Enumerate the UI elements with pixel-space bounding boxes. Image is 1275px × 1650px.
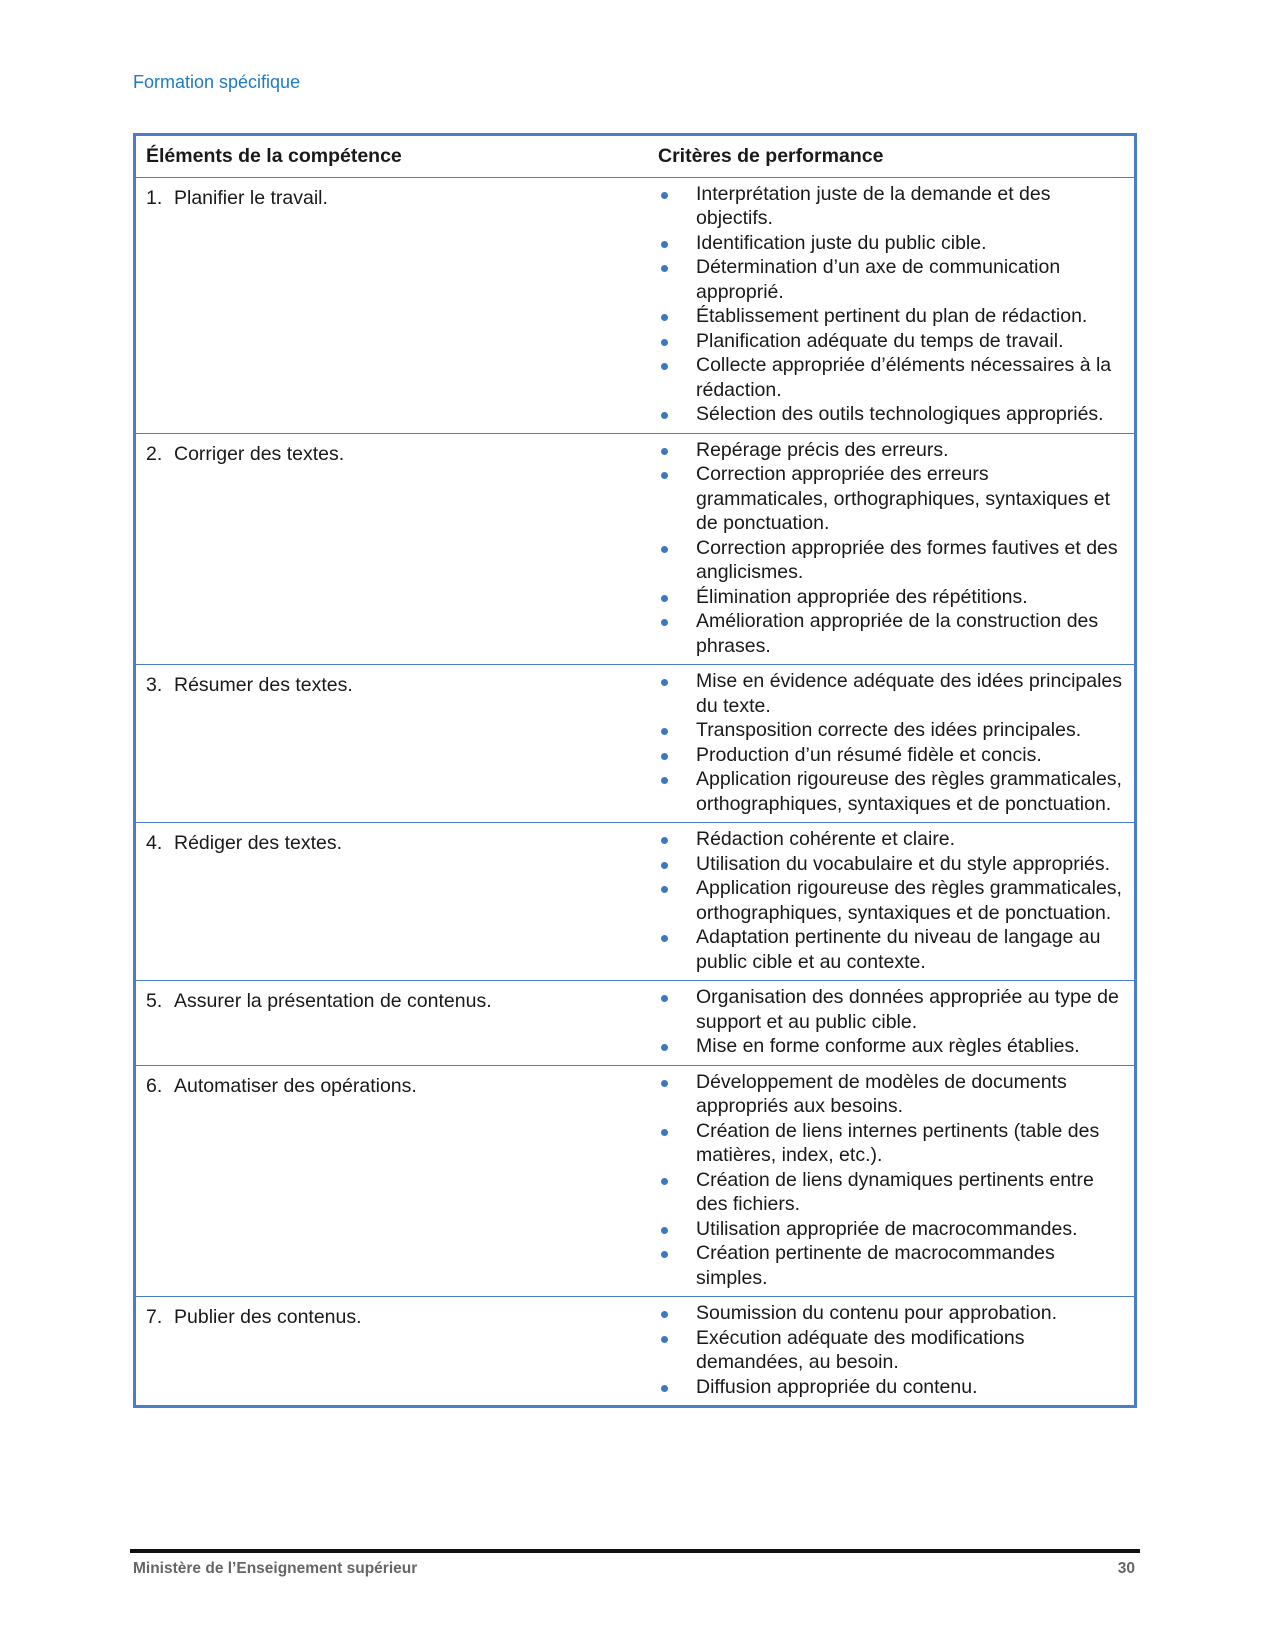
criteria-list xyxy=(658,1070,1126,1291)
element-number: 6. xyxy=(146,1074,163,1097)
criteria-item: Planification adéquate du temps de travail. xyxy=(658,329,1126,354)
criteria-item: Diffusion appropriée du contenu. xyxy=(658,1375,1126,1400)
performance-criteria xyxy=(648,981,1134,1066)
criteria-list xyxy=(658,182,1126,427)
element-number: 3. xyxy=(146,674,163,696)
criteria-item: Production d’un résumé fidèle et concis. xyxy=(658,743,1126,768)
competency-element xyxy=(136,665,648,823)
table-row xyxy=(136,177,1134,433)
criteria-item: Identification juste du public cible. xyxy=(658,231,1126,256)
performance-criteria xyxy=(648,823,1134,981)
element-number: 2. xyxy=(146,442,163,465)
element-text: Publier des contenus. xyxy=(174,1306,362,1328)
criteria-item: Collecte appropriée d’éléments nécessaires à la rédaction. xyxy=(658,353,1126,402)
table-row xyxy=(136,433,1134,665)
criteria-list xyxy=(658,669,1126,816)
criteria-item: Application rigoureuse des règles grammaticales, orthographiques, syntaxiques et de ponctuation. xyxy=(658,876,1126,925)
criteria-list xyxy=(658,1301,1126,1399)
criteria-item: Création pertinente de macrocommandes simples. xyxy=(658,1241,1126,1290)
element-number: 7. xyxy=(146,1306,163,1328)
criteria-item: Interprétation juste de la demande et des objectifs. xyxy=(658,182,1126,231)
criteria-item: Repérage précis des erreurs. xyxy=(658,438,1126,463)
competency-element xyxy=(136,823,648,981)
criteria-item: Application rigoureuse des règles grammaticales, orthographiques, syntaxiques et de ponctuation. xyxy=(658,767,1126,816)
table-body xyxy=(136,177,1134,1405)
table-row xyxy=(136,823,1134,981)
page-number: 30 xyxy=(1117,1560,1135,1577)
criteria-item: Rédaction cohérente et claire. xyxy=(658,827,1126,852)
criteria-item: Utilisation du vocabulaire et du style appropriés. xyxy=(658,852,1126,877)
element-number: 5. xyxy=(146,990,163,1012)
criteria-item: Création de liens dynamiques pertinents entre des fichiers. xyxy=(658,1168,1126,1217)
criteria-list xyxy=(658,438,1126,659)
competency-table xyxy=(133,133,1137,1408)
criteria-item: Détermination d’un axe de communication approprié. xyxy=(658,255,1126,304)
element-text: Résumer des textes. xyxy=(174,674,353,696)
criteria-item: Correction appropriée des erreurs grammaticales, orthographiques, syntaxiques et de ponctuation. xyxy=(658,462,1126,536)
criteria-item: Création de liens internes pertinents (table des matières, index, etc.). xyxy=(658,1119,1126,1168)
criteria-item: Mise en évidence adéquate des idées principales du texte. xyxy=(658,669,1126,718)
table-row xyxy=(136,1065,1134,1297)
performance-criteria xyxy=(648,433,1134,665)
competency-element xyxy=(136,1065,648,1297)
criteria-item: Utilisation appropriée de macrocommandes. xyxy=(658,1217,1126,1242)
criteria-item: Élimination appropriée des répétitions. xyxy=(658,585,1126,610)
table-row xyxy=(136,665,1134,823)
table-header-row xyxy=(136,136,1134,177)
criteria-item: Organisation des données appropriée au type de support et au public cible. xyxy=(658,985,1126,1034)
element-number: 4. xyxy=(146,832,163,854)
criteria-list xyxy=(658,985,1126,1059)
competency-element xyxy=(136,433,648,665)
element-text: Automatiser des opérations. xyxy=(174,1074,417,1097)
footer-ministry: Ministère de l’Enseignement supérieur xyxy=(133,1560,418,1577)
competency-element xyxy=(136,177,648,433)
criteria-item: Transposition correcte des idées principales. xyxy=(658,718,1126,743)
criteria-item: Mise en forme conforme aux règles établies. xyxy=(658,1034,1126,1059)
criteria-item: Exécution adéquate des modifications demandées, au besoin. xyxy=(658,1326,1126,1375)
footer-divider xyxy=(130,1549,1140,1553)
competency-element xyxy=(136,1297,648,1406)
table-row xyxy=(136,1297,1134,1406)
performance-criteria xyxy=(648,665,1134,823)
criteria-item: Sélection des outils technologiques appropriés. xyxy=(658,402,1126,427)
criteria-item: Amélioration appropriée de la construction des phrases. xyxy=(658,609,1126,658)
element-text: Planifier le travail. xyxy=(174,186,328,209)
criteria-item: Correction appropriée des formes fautives et des anglicismes. xyxy=(658,536,1126,585)
criteria-list xyxy=(658,827,1126,974)
element-text: Assurer la présentation de contenus. xyxy=(174,990,492,1012)
column-header-criteria: Critères de performance xyxy=(648,136,1134,177)
performance-criteria xyxy=(648,1297,1134,1406)
criteria-item: Adaptation pertinente du niveau de langage au public cible et au contexte. xyxy=(658,925,1126,974)
criteria-item: Soumission du contenu pour approbation. xyxy=(658,1301,1126,1326)
competency-element xyxy=(136,981,648,1066)
column-header-elements: Éléments de la compétence xyxy=(136,136,648,177)
element-text: Rédiger des textes. xyxy=(174,832,343,854)
element-text: Corriger des textes. xyxy=(174,442,345,465)
performance-criteria xyxy=(648,1065,1134,1297)
table-row xyxy=(136,981,1134,1066)
performance-criteria xyxy=(648,177,1134,433)
element-number: 1. xyxy=(146,186,163,209)
criteria-item: Établissement pertinent du plan de rédaction. xyxy=(658,304,1126,329)
section-label: Formation spécifique xyxy=(133,72,301,92)
criteria-item: Développement de modèles de documents appropriés aux besoins. xyxy=(658,1070,1126,1119)
